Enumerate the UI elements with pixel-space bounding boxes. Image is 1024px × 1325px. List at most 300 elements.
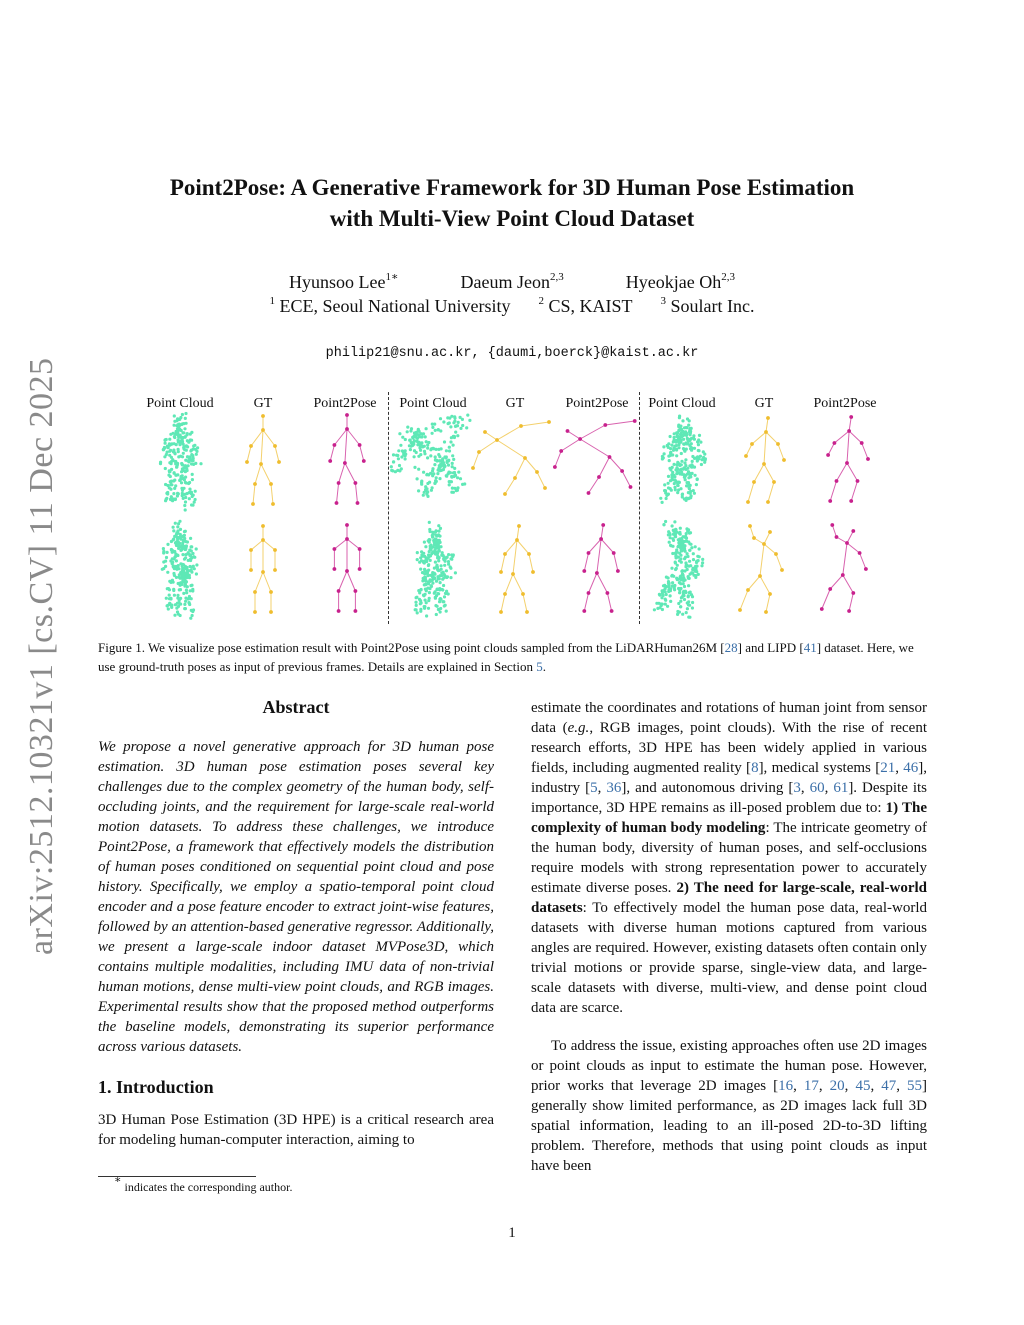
cloud-point (667, 482, 670, 485)
skeleton-joint (578, 437, 582, 441)
skeleton-bone (337, 483, 339, 503)
cloud-point (181, 489, 184, 492)
cloud-point (676, 461, 679, 464)
cloud-point (168, 438, 171, 441)
cloud-point (176, 537, 179, 540)
cloud-point (689, 496, 692, 499)
skeleton-joint (356, 501, 360, 505)
cloud-point (193, 501, 196, 504)
cloud-point (667, 455, 670, 458)
skeleton-joint (782, 458, 786, 462)
skeleton-joint (517, 524, 521, 528)
cloud-point (392, 460, 395, 463)
cloud-point (684, 478, 687, 481)
cloud-point (683, 557, 686, 560)
cloud-point (461, 418, 464, 421)
cloud-point (691, 460, 694, 463)
cloud-point (680, 460, 683, 463)
cloud-point (691, 572, 694, 575)
cloud-point (690, 593, 693, 596)
author-2: Daeum Jeon$^{2,3}$ (460, 271, 564, 292)
cloud-point (431, 582, 434, 585)
skeleton-joint (335, 501, 339, 505)
skeleton-joint (764, 430, 768, 434)
cloud-point (433, 541, 436, 544)
cloud-point (184, 572, 187, 575)
fig-label-pointcloud-1: Point Cloud (146, 396, 214, 411)
cloud-point (448, 446, 451, 449)
cloud-point (390, 465, 393, 468)
cloud-point (677, 484, 680, 487)
citation-3[interactable]: 3 (793, 780, 801, 796)
cloud-point (176, 417, 179, 420)
cloud-point (422, 445, 425, 448)
cloud-point (190, 492, 193, 495)
cloud-point (167, 587, 170, 590)
cloud-point (188, 488, 191, 491)
cloud-point (166, 604, 169, 607)
cloud-point (437, 556, 440, 559)
skeleton-bone (345, 429, 347, 463)
skeleton-joint (860, 441, 864, 445)
cloud-point (185, 444, 188, 447)
cloud-point (419, 608, 422, 611)
skeleton-joint (603, 423, 607, 427)
skeleton-bone (523, 594, 527, 612)
cloud-point (453, 467, 456, 470)
cloud-point (416, 477, 419, 480)
cloud-point (424, 576, 427, 579)
cloud-point (685, 537, 688, 540)
skeleton-joint (774, 552, 778, 556)
citation-20[interactable]: 20 (829, 1078, 845, 1094)
cloud-point (439, 417, 442, 420)
skeleton-bone (601, 539, 614, 553)
cloud-point (184, 417, 187, 420)
skeleton-bone (473, 452, 479, 468)
cloud-point (416, 551, 419, 554)
cloud-point (682, 591, 685, 594)
cloud-point (673, 584, 676, 587)
cloud-point (673, 445, 676, 448)
skeleton-joint (253, 590, 257, 594)
intro-paragraph-1-start: 3D Human Pose Estimation (3D HPE) is a critical research area for modeling human-computer interaction, aiming to (98, 1112, 494, 1148)
skeleton-bone (263, 572, 271, 592)
skeleton-joint (261, 538, 265, 542)
cloud-point (176, 430, 179, 433)
cloud-point (191, 495, 194, 498)
cloud-point (437, 592, 440, 595)
cloud-point (701, 558, 704, 561)
skeleton-joint (612, 551, 616, 555)
skeleton-bone (822, 589, 830, 609)
cloud-point (185, 591, 188, 594)
skeleton-bone (485, 432, 497, 440)
skeleton-joint (483, 430, 487, 434)
cloud-point (658, 594, 661, 597)
cloud-point (169, 488, 172, 491)
cloud-point (183, 530, 186, 533)
cloud-point (685, 532, 688, 535)
skeleton-bone (764, 532, 770, 544)
skeleton-joint (245, 460, 249, 464)
cloud-point (439, 610, 442, 613)
cloud-point (684, 474, 687, 477)
skeleton-joint (616, 569, 620, 573)
cloud-point (164, 565, 167, 568)
skeleton-joint (768, 530, 772, 534)
cloud-point (195, 450, 198, 453)
cloud-point (695, 483, 698, 486)
cloud-point (424, 588, 427, 591)
citation-28[interactable]: 28 (724, 640, 738, 655)
cloud-point (678, 416, 681, 419)
section-5-link[interactable]: 5 (536, 659, 543, 674)
cloud-point (697, 449, 700, 452)
cloud-point (664, 603, 667, 606)
cloud-point (404, 457, 407, 460)
skeleton-joint (746, 500, 750, 504)
citation-46[interactable]: 46 (903, 760, 919, 776)
cloud-point (431, 486, 434, 489)
skeleton-bone (837, 463, 848, 481)
cloud-point (182, 497, 185, 500)
affiliation-2: $^2$ CS, KAIST (538, 295, 633, 316)
skeleton-joint (835, 479, 839, 483)
skeleton-joint (851, 529, 855, 533)
cloud-point (166, 445, 169, 448)
cloud-point (675, 577, 678, 580)
skeleton-joint (333, 547, 337, 551)
skeleton-bone (561, 439, 580, 451)
cloud-point (683, 585, 686, 588)
cloud-point (424, 583, 427, 586)
cloud-point (681, 613, 684, 616)
cloud-point (177, 582, 180, 585)
cloud-point (398, 432, 401, 435)
cloud-point (417, 589, 420, 592)
cloud-point (687, 594, 690, 597)
cloud-point (453, 417, 456, 420)
skeleton-joint (849, 499, 853, 503)
skeleton-bone (847, 463, 858, 481)
cloud-point (181, 541, 184, 544)
abstract-heading: Abstract (262, 697, 330, 717)
cloud-point (179, 577, 182, 580)
citation-41[interactable]: 41 (803, 640, 817, 655)
skeleton-bone (334, 429, 347, 445)
affiliation-1: $^1$ ECE, Seoul National University (269, 295, 511, 316)
cloud-point (445, 610, 448, 613)
cloud-point (409, 429, 412, 432)
cloud-point (673, 482, 676, 485)
cloud-point (429, 454, 432, 457)
citation-36[interactable]: 36 (606, 780, 622, 796)
cloud-point (450, 436, 453, 439)
cloud-point (179, 614, 182, 617)
cloud-point (175, 576, 178, 579)
gt-skeleton-r2-s3 (738, 524, 784, 614)
skeleton-bone (505, 478, 515, 494)
cloud-point (696, 477, 699, 480)
pred-skeleton-r2-s3 (820, 523, 868, 613)
cloud-point (435, 448, 438, 451)
cloud-point (446, 416, 449, 419)
affiliation-list (0, 294, 1024, 318)
cloud-point (419, 602, 422, 605)
cloud-point (459, 477, 462, 480)
skeleton-bone (830, 575, 843, 589)
skeleton-bone (529, 554, 533, 572)
cloud-point (691, 568, 694, 571)
author-emails: philip21@snu.ac.kr, {daumi,boerck}@kaist.ac.kr (325, 346, 699, 361)
pred-skeleton-r2-s1 (333, 523, 362, 613)
cloud-point (688, 560, 691, 563)
cloud-point (434, 455, 437, 458)
citation-21[interactable]: 21 (880, 760, 896, 776)
skeleton-joint (499, 570, 503, 574)
skeleton-joint (471, 466, 475, 470)
skeleton-joint (866, 457, 870, 461)
skeleton-joint (273, 568, 277, 572)
cloud-point (440, 447, 443, 450)
cloud-point (179, 528, 182, 531)
skeleton-bone (360, 445, 364, 461)
intro-paragraph-2: To address the issue, existing approaches often use 2D images or point clouds as input to estimate the human pose. However, prior works that leverage 2D images [16, 17, 20, 45, 47, 55] generally show limited performance, as 2D images lack full 3D spatial information, leading to an ill-posed 2D-to-3D lifting problem. Therefore, methods that using point clouds as input have been (531, 1038, 928, 1174)
skeleton-joint (780, 568, 784, 572)
cloud-point (169, 597, 172, 600)
skeleton-bone (517, 540, 529, 554)
cloud-point (687, 528, 690, 531)
cloud-point (180, 439, 183, 442)
gt-skeleton-r2-s1 (249, 524, 277, 614)
cloud-point (662, 523, 665, 526)
cloud-point (435, 476, 438, 479)
skeleton-bone (843, 575, 854, 593)
cloud-point (425, 473, 428, 476)
cloud-point (439, 581, 442, 584)
citation-8[interactable]: 8 (751, 760, 759, 776)
cloud-point (690, 466, 693, 469)
skeleton-bone (605, 421, 634, 425)
skeleton-joint (768, 592, 772, 596)
cloud-point (187, 460, 190, 463)
citation-61[interactable]: 61 (833, 780, 849, 796)
cloud-point (174, 484, 177, 487)
skeleton-joint (261, 524, 265, 528)
skeleton-joint (744, 454, 748, 458)
cloud-point (445, 569, 448, 572)
skeleton-joint (547, 420, 551, 424)
skeleton-joint (499, 610, 503, 614)
skeleton-joint (582, 609, 586, 613)
title-line-1: Point2Pose: A Generative Framework for 3D Human Pose Estimation (169, 175, 855, 200)
skeleton-joint (345, 413, 349, 417)
cloud-point (678, 464, 681, 467)
skeleton-bone (768, 482, 774, 502)
skeleton-bone (589, 573, 597, 593)
skeleton-joint (277, 460, 281, 464)
cloud-point (447, 464, 450, 467)
cloud-point (691, 606, 694, 609)
cloud-point (676, 469, 679, 472)
cloud-point (669, 544, 672, 547)
cloud-point (686, 601, 689, 604)
cloud-point (187, 464, 190, 467)
skeleton-joint (601, 523, 605, 527)
cloud-point (187, 559, 190, 562)
cloud-point (438, 587, 441, 590)
cloud-point (168, 454, 171, 457)
cloud-point (413, 466, 416, 469)
cloud-point (697, 443, 700, 446)
cloud-point (406, 430, 409, 433)
fig-label-gt-2: GT (505, 396, 525, 411)
skeleton-joint (521, 592, 525, 596)
citation-5[interactable]: 5 (590, 780, 598, 796)
cloud-point (419, 453, 422, 456)
cloud-point (434, 534, 437, 537)
arxiv-watermark: arXiv:2512.10321v1 [cs.CV] 11 Dec 2025 (23, 357, 60, 955)
citation-60[interactable]: 60 (809, 780, 825, 796)
skeleton-joint (559, 449, 563, 453)
cloud-point (454, 571, 457, 574)
cloud-point (669, 435, 672, 438)
cloud-point (686, 481, 689, 484)
cloud-point (187, 441, 190, 444)
skeleton-bone (253, 484, 255, 504)
cloud-point (674, 531, 677, 534)
cloud-point (397, 457, 400, 460)
cloud-point (674, 440, 677, 443)
cloud-point (182, 592, 185, 595)
cloud-point (684, 426, 687, 429)
cloud-point (173, 420, 176, 423)
gt-skeleton-r2-s2 (499, 524, 535, 614)
cloud-point (425, 601, 428, 604)
cloud-point (395, 454, 398, 457)
cloud-point (176, 525, 179, 528)
cloud-point (680, 561, 683, 564)
cloud-point (177, 492, 180, 495)
cloud-point (423, 555, 426, 558)
cloud-point (171, 459, 174, 462)
cloud-point (680, 452, 683, 455)
citation-55[interactable]: 55 (907, 1078, 923, 1094)
pred-skeleton-r1-s1 (328, 413, 365, 505)
cloud-point (681, 493, 684, 496)
skeleton-bone (832, 525, 836, 537)
fig-label-point2pose-2: Point2Pose (565, 396, 629, 411)
skeleton-bone (330, 445, 334, 461)
cloud-point (689, 475, 692, 478)
skeleton-joint (746, 588, 750, 592)
cloud-point (679, 487, 682, 490)
point-cloud-r1-s2 (390, 414, 472, 499)
cloud-point (181, 567, 184, 570)
cloud-point (416, 611, 419, 614)
skeleton-bone (501, 554, 505, 572)
cloud-point (390, 469, 393, 472)
skeleton-joint (762, 462, 766, 466)
citation-16[interactable]: 16 (778, 1078, 794, 1094)
cloud-point (680, 428, 683, 431)
cloud-point (679, 527, 682, 530)
cloud-point (399, 444, 402, 447)
cloud-point (419, 568, 422, 571)
cloud-point (171, 579, 174, 582)
cloud-point (186, 455, 189, 458)
cloud-point (445, 461, 448, 464)
cloud-point (177, 455, 180, 458)
cloud-point (416, 558, 419, 561)
citation-47[interactable]: 47 (881, 1078, 897, 1094)
point-cloud-r1-s3 (659, 415, 707, 505)
skeleton-joint (845, 541, 849, 545)
cloud-point (690, 449, 693, 452)
skeleton-joint (633, 419, 637, 423)
cloud-point (686, 438, 689, 441)
citation-45[interactable]: 45 (855, 1078, 871, 1094)
cloud-point (689, 564, 692, 567)
cloud-point (175, 531, 178, 534)
cloud-point (680, 471, 683, 474)
cloud-point (685, 564, 688, 567)
cloud-point (428, 521, 431, 524)
cloud-point (172, 492, 175, 495)
cloud-point (676, 491, 679, 494)
skeleton-bone (764, 464, 774, 482)
cloud-point (685, 468, 688, 471)
skeleton-bone (525, 458, 537, 472)
cloud-point (434, 597, 437, 600)
cloud-point (692, 558, 695, 561)
cloud-point (179, 533, 182, 536)
cloud-point (688, 486, 691, 489)
cloud-point (182, 431, 185, 434)
cloud-point (432, 545, 435, 548)
skeleton-joint (328, 459, 332, 463)
cloud-point (663, 483, 666, 486)
cloud-point (672, 529, 675, 532)
cloud-point (168, 594, 171, 597)
skeleton-joint (864, 567, 868, 571)
skeleton-joint (762, 542, 766, 546)
cloud-point (415, 604, 418, 607)
skeleton-joint (261, 570, 265, 574)
abstract-text: We propose a novel generative approach for 3D human pose estimation. 3D human pose estimation poses several key challenges due to the complex geometry of the human body, self-occluding joints, and the requirement for large-scale real-world motion datasets. To address these challenges, we introduce Point2Pose, a framework that effectively models the distribution of human poses conditioned on sequential point cloud and pose history. Specifically, we employ a spatio-temporal point cloud encoder and a pose feature encoder to extract joint-wise features, followed by an attention-based generative regressor. Additionally, we present a large-scale indoor dataset MVPose3D, which contains multiple modalities, including IMU data of non-trivial human motions, dense multi-view point clouds, and RGB images. Experimental results show that the proposed method outperforms the baseline models, demonstrating its superior performance across various datasets. (98, 739, 494, 1055)
cloud-point (188, 497, 191, 500)
skeleton-joint (261, 414, 265, 418)
right-column (531, 698, 927, 1176)
cloud-point (674, 554, 677, 557)
cloud-point (447, 563, 450, 566)
skeleton-bone (479, 440, 497, 452)
cloud-point (422, 561, 425, 564)
citation-17[interactable]: 17 (803, 1078, 819, 1094)
cloud-point (191, 473, 194, 476)
cloud-point (444, 592, 447, 595)
cloud-point (427, 539, 430, 542)
cloud-point (177, 448, 180, 451)
cloud-point (663, 489, 666, 492)
cloud-point (436, 472, 439, 475)
cloud-point (193, 556, 196, 559)
cloud-point (423, 541, 426, 544)
skeleton-joint (259, 462, 263, 466)
cloud-point (465, 426, 468, 429)
cloud-point (181, 455, 184, 458)
